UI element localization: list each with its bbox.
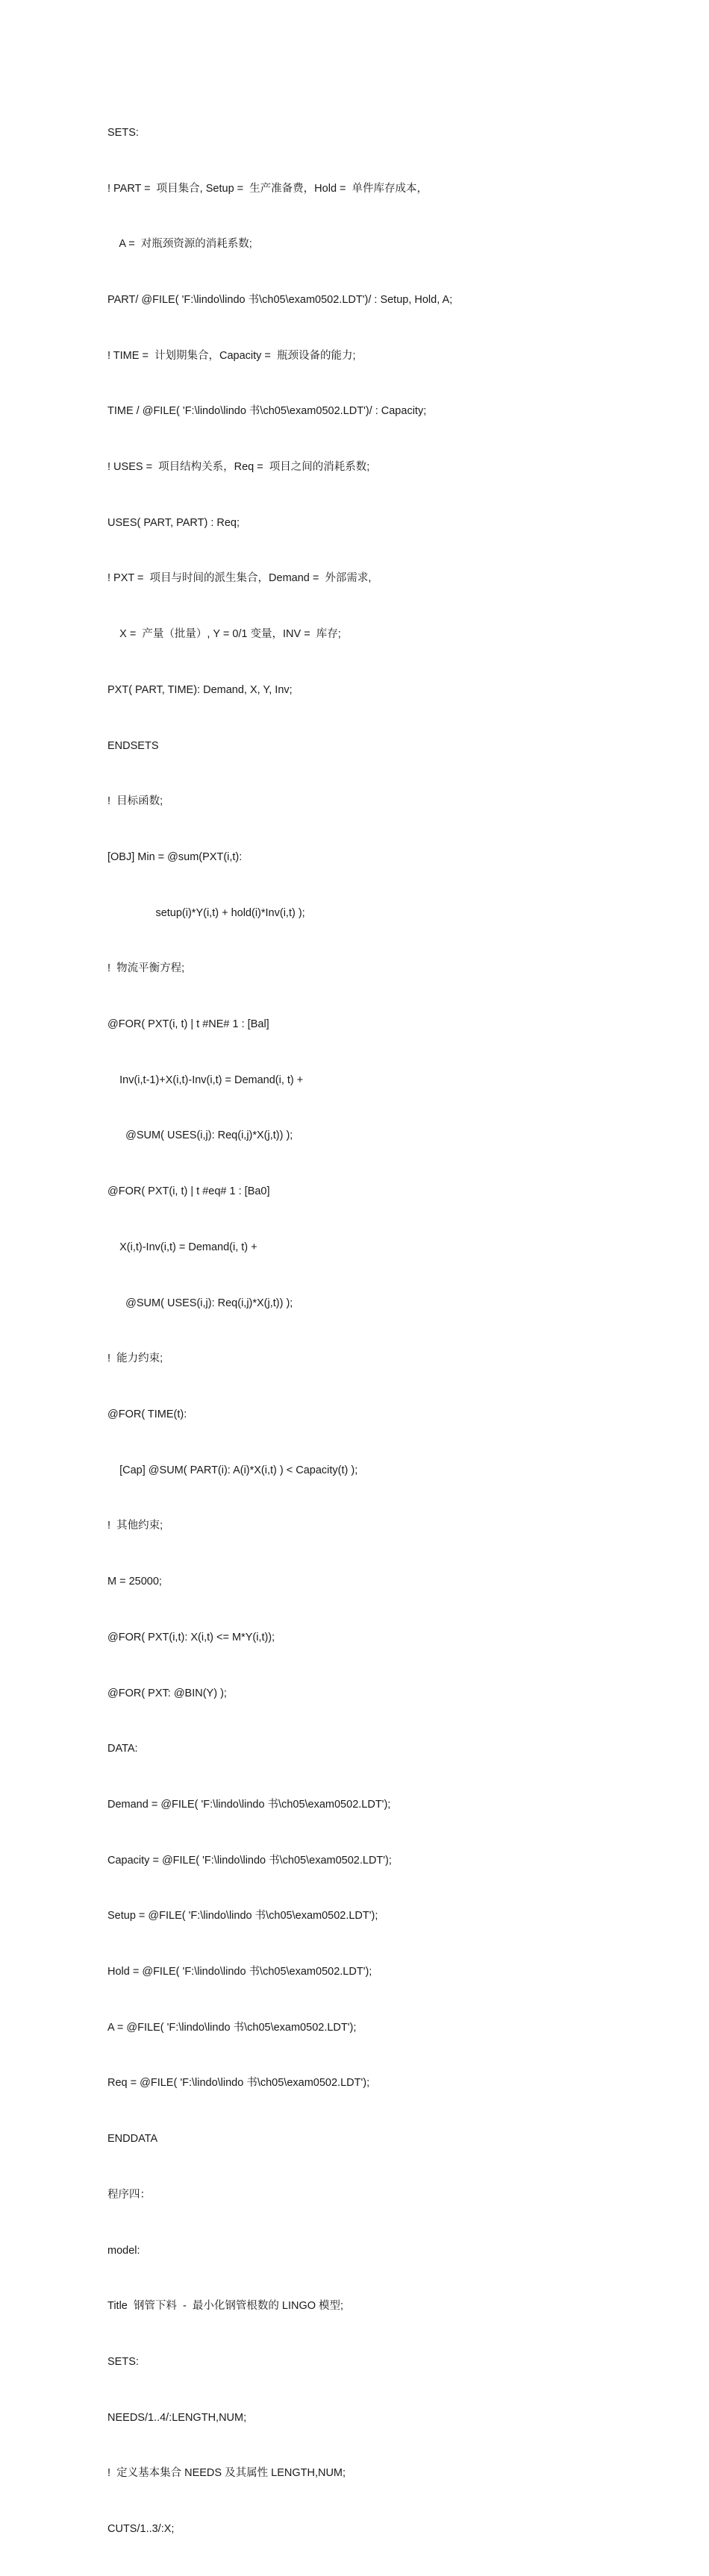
code-line: @SUM( USES(i,j): Req(i,j)*X(j,t)) ); — [107, 1297, 293, 1309]
code-line: ! 目标函数; — [107, 795, 163, 808]
code-line: SETS: — [107, 2355, 139, 2368]
code-line: ! 其他约束; — [107, 1520, 163, 1532]
code-line: @FOR( PXT(i, t) | t #eq# 1 : [Ba0] — [107, 1185, 270, 1198]
code-line: DATA: — [107, 1743, 138, 1755]
code-line: @FOR( PXT(i,t): X(i,t) <= M*Y(i,t)); — [107, 1631, 275, 1643]
code-line: model: — [107, 2244, 140, 2257]
code-line: Title 钢管下料 - 最小化钢管根数的 LINGO 模型; — [107, 2300, 344, 2313]
code-line: PART/ @FILE( 'F:\lindo\lindo 书\ch05\exam0502.LDT')/ : Setup, Hold, A; — [107, 293, 453, 306]
section-heading: 程序四： — [107, 2188, 151, 2201]
code-line: Setup = @FILE( 'F:\lindo\lindo 书\ch05\exam0502.LDT'); — [107, 1910, 378, 1922]
code-line: ! USES = 项目结构关系，Req = 项目之间的消耗系数; — [107, 461, 370, 474]
code-line: [OBJ] Min = @sum(PXT(i,t): — [107, 850, 243, 863]
code-line: [Cap] @SUM( PART(i): A(i)*X(i,t) ) < Capacity(t) ); — [107, 1464, 358, 1476]
code-line: Hold = @FILE( 'F:\lindo\lindo 书\ch05\exam0502.LDT'); — [107, 1966, 372, 1978]
code-line: TIME / @FILE( 'F:\lindo\lindo 书\ch05\exam0502.LDT')/ : Capacity; — [107, 405, 427, 418]
code-line: setup(i)*Y(i,t) + hold(i)*Inv(i,t) ); — [107, 906, 305, 919]
code-line: CUTS/1..3/:X; — [107, 2523, 175, 2536]
code-line: ENDDATA — [107, 2133, 158, 2146]
code-line: @FOR( PXT: @BIN(Y) ); — [107, 1687, 227, 1699]
code-line: X(i,t)-Inv(i,t) = Demand(i, t) + — [107, 1241, 257, 1253]
code-line: ENDSETS — [107, 739, 159, 752]
code-line: @FOR( PXT(i, t) | t #NE# 1 : [Bal] — [107, 1018, 269, 1031]
code-line: ! PXT = 项目与时间的派生集合，Demand = 外部需求, — [107, 572, 372, 585]
code-line: @FOR( TIME(t): — [107, 1408, 187, 1420]
code-line: ! 能力约束; — [107, 1353, 163, 1365]
lingo-code-block — [107, 87, 675, 2576]
code-line: @SUM( USES(i,j): Req(i,j)*X(j,t)) ); — [107, 1129, 293, 1142]
code-line: NEEDS/1..4/:LENGTH,NUM; — [107, 2411, 247, 2424]
code-line: X = 产量（批量）, Y = 0/1 变量，INV = 库存; — [107, 628, 341, 641]
code-line: PXT( PART, TIME): Demand, X, Y, Inv; — [107, 683, 293, 696]
code-line: Capacity = @FILE( 'F:\lindo\lindo 书\ch05\exam0502.LDT'); — [107, 1854, 392, 1867]
code-line: ! PART = 项目集合, Setup = 生产准备费，Hold = 单件库存成本， — [107, 182, 428, 195]
code-line: A = 对瓶颈资源的消耗系数; — [107, 238, 252, 251]
code-line: ! TIME = 计划期集合，Capacity = 瓶颈设备的能力; — [107, 349, 356, 362]
code-line: A = @FILE( 'F:\lindo\lindo 书\ch05\exam0502.LDT'); — [107, 2021, 357, 2034]
code-line: ! 物流平衡方程; — [107, 962, 185, 975]
code-line: Inv(i,t-1)+X(i,t)-Inv(i,t) = Demand(i, t) + — [107, 1074, 304, 1086]
code-line: M = 25000; — [107, 1576, 162, 1588]
code-line: Demand = @FILE( 'F:\lindo\lindo 书\ch05\exam0502.LDT'); — [107, 1798, 391, 1811]
code-line: Req = @FILE( 'F:\lindo\lindo 书\ch05\exam0502.LDT'); — [107, 2077, 370, 2090]
code-line: SETS: — [107, 126, 139, 139]
code-line: ! 定义基本集合 NEEDS 及其属性 LENGTH,NUM; — [107, 2467, 346, 2480]
code-line: USES( PART, PART) : Req; — [107, 516, 240, 529]
